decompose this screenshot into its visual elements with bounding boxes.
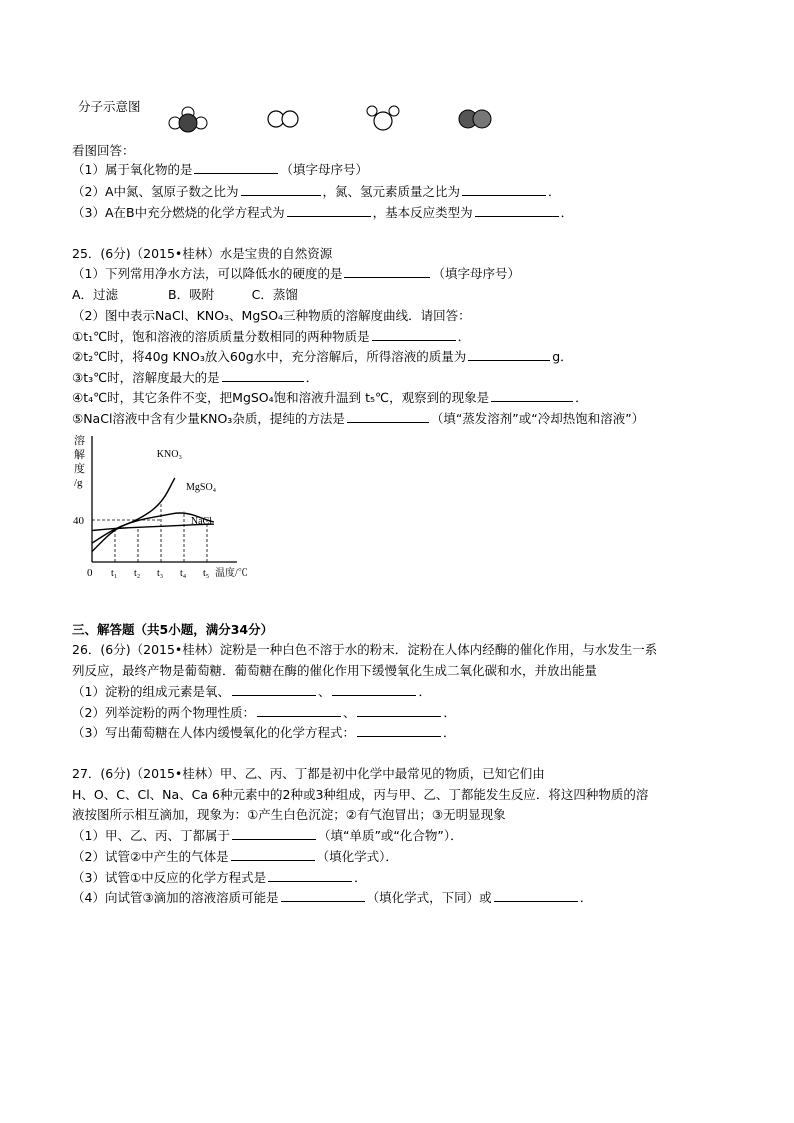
x-tick-label: t₂ xyxy=(134,568,141,579)
answer-blank[interactable] xyxy=(372,328,456,341)
molecule-b-icon xyxy=(266,108,302,130)
q24-l1b: （填字母序号） xyxy=(280,162,368,177)
q25-options: A．过滤 B．吸附 C．蒸馏 xyxy=(72,287,298,302)
q24-l3b: ，基本反应类型为 xyxy=(372,205,473,220)
molecule-d-icon xyxy=(456,108,496,130)
answer-blank[interactable] xyxy=(332,683,416,696)
answer-blank[interactable] xyxy=(491,389,573,402)
x-tick-label: t₄ xyxy=(180,568,187,579)
series-label: MgSO₄ xyxy=(186,482,217,493)
q25-s4a: ④t₄℃时，其它条件不变，把MgSO₄饱和溶液升温到 t₅℃，观察到的现象是 xyxy=(72,390,490,405)
q25-line2: （2）图中表示NaCl、KNO₃、MgSO₄三种物质的溶解度曲线．请回答： xyxy=(72,308,471,323)
q25-sub3 xyxy=(72,369,318,387)
answer-blank[interactable] xyxy=(347,410,429,423)
y-tick-label: 40 xyxy=(73,515,84,527)
q25-sub1 xyxy=(72,328,470,346)
q26-a2c: ． xyxy=(443,705,456,720)
q26-line1: 26．(6分)（2015•桂林）淀粉是一种白色不溶于水的粉末．淀粉在人体内经酶的催化作用，与水发生一系 xyxy=(72,642,658,657)
q24-l2b: ，氮、氢元素质量之比为 xyxy=(322,184,461,199)
answer-blank[interactable] xyxy=(344,265,430,278)
answer-blank[interactable] xyxy=(268,869,352,882)
q26-a1a: （1）淀粉的组成元素是氧、 xyxy=(72,684,230,699)
q24-line2 xyxy=(72,183,561,201)
q27-a2 xyxy=(72,848,398,866)
q27-a4a: （4）向试管③滴加的溶液溶质可能是 xyxy=(72,890,279,905)
q26-a3a: （3）写出葡萄糖在人体内缓慢氧化的化学方程式： xyxy=(72,725,355,740)
molecule-a-icon xyxy=(168,104,208,134)
q26-a3b: ． xyxy=(442,725,456,740)
q25-s5b: （填“蒸发溶剂”或“冷却热饱和溶液”） xyxy=(430,411,645,426)
y-axis-label-char: /g xyxy=(74,477,83,489)
q27-a1b: （填“单质”或“化合物”）． xyxy=(317,828,463,843)
answer-blank[interactable] xyxy=(462,183,546,196)
q25-sub2 xyxy=(72,348,573,366)
q24-l2a: （2）A中氮、氢原子数之比为 xyxy=(72,184,239,199)
answer-blank[interactable] xyxy=(241,183,321,196)
x-tick-label: t₁ xyxy=(111,568,118,579)
x-axis-label: 温度/℃ xyxy=(215,568,248,579)
q27-a4b: （填化学式，下同）或 xyxy=(366,890,492,905)
q27-a3 xyxy=(72,869,367,887)
q27-a3a: （3）试管①中反应的化学方程式是 xyxy=(72,870,267,885)
q26-a1b: 、 xyxy=(317,684,331,699)
q25-s1b: ． xyxy=(457,329,471,344)
answer-blank[interactable] xyxy=(222,369,304,382)
q27-line3: 液按图所示相互滴加，现象为：①产生白色沉淀；②有气泡冒出；③无明显现象 xyxy=(72,807,506,822)
q27-a1a: （1）甲、乙、丙、丁都属于 xyxy=(72,828,230,843)
q26-a1c: ． xyxy=(418,684,431,699)
answer-blank[interactable] xyxy=(468,348,550,361)
q25-s2a: ②t₂℃时，将40g KNO₃放入60g水中，充分溶解后，所得溶液的质量为 xyxy=(72,349,467,364)
q27-a2a: （2）试管②中产生的气体是 xyxy=(72,849,229,864)
q25-sub4 xyxy=(72,389,588,407)
q27-a2b: （填化学式）． xyxy=(316,849,398,864)
molecule-label: 分子示意图 xyxy=(78,99,141,114)
q25-line1 xyxy=(72,265,520,283)
q25-s2b: g． xyxy=(552,349,573,364)
q25-s3a: ③t₃℃时，溶解度最大的是 xyxy=(72,370,220,385)
answer-blank[interactable] xyxy=(232,827,316,840)
answer-blank[interactable] xyxy=(494,889,578,902)
q25-head: 25．(6分)（2015•桂林）水是宝贵的自然资源 xyxy=(72,246,333,261)
answer-blank[interactable] xyxy=(231,848,315,861)
x-tick-label: t₅ xyxy=(203,568,210,579)
section-3-heading: 三、解答题（共5小题，满分34分） xyxy=(72,622,274,637)
molecule-c-icon xyxy=(364,102,404,132)
y-axis-label-char: 解 xyxy=(74,449,85,461)
answer-blank[interactable] xyxy=(232,683,316,696)
answer-blank[interactable] xyxy=(287,204,371,217)
series-label: KNO₃ xyxy=(156,449,182,460)
q25-l1b: （填字母序号） xyxy=(432,266,520,281)
q26-a2b: 、 xyxy=(342,705,356,720)
q24-line1 xyxy=(72,161,368,179)
q27-line2: H、O、C、Cl、Na、Ca 6种元素中的2种或3种组成，丙与甲、乙、丁都能发生反应．将这四种物质的溶 xyxy=(72,787,649,802)
y-axis-label-char: 溶 xyxy=(74,435,85,447)
q24-line3 xyxy=(72,204,573,222)
answer-blank[interactable] xyxy=(281,889,365,902)
series-line-0 xyxy=(92,478,175,552)
series-label: NaCl xyxy=(190,516,213,527)
answer-blank[interactable] xyxy=(257,704,341,717)
q24-l3a: （3）A在B中充分燃烧的化学方程式为 xyxy=(72,205,285,220)
q26-a2 xyxy=(72,704,456,722)
q25-s5a: ⑤NaCl溶液中含有少量KNO₃杂质，提纯的方法是 xyxy=(72,411,345,426)
q25-s1a: ①t₁℃时，饱和溶液的溶质质量分数相同的两种物质是 xyxy=(72,329,370,344)
q24-intro: 看图回答： xyxy=(72,143,135,158)
q26-a3 xyxy=(72,724,455,742)
answer-blank[interactable] xyxy=(357,724,441,737)
q24-l2c: ． xyxy=(548,184,561,199)
q25-s4b: ． xyxy=(575,390,588,405)
q27-line1: 27．(6分)（2015•桂林）甲、乙、丙、丁都是初中化学中最常见的物质，已知它们由 xyxy=(72,766,545,781)
q27-a4 xyxy=(72,889,592,907)
q27-a1 xyxy=(72,827,463,845)
q26-a1 xyxy=(72,683,431,701)
q25-sub5 xyxy=(72,410,644,428)
q24-l3c: ． xyxy=(560,205,574,220)
answer-blank[interactable] xyxy=(475,204,559,217)
q26-a2a: （2）列举淀粉的两个物理性质： xyxy=(72,705,255,720)
answer-blank[interactable] xyxy=(357,704,441,717)
q27-a3b: ． xyxy=(354,870,367,885)
x-tick-label: t₃ xyxy=(157,568,164,579)
solubility-chart xyxy=(72,432,248,579)
q25-s3b: ． xyxy=(305,370,319,385)
q24-l1a: （1）属于氧化物的是 xyxy=(72,162,193,177)
origin-label: 0 xyxy=(87,567,93,579)
q26-line2: 列反应，最终产物是葡萄糖．葡萄糖在酶的催化作用下缓慢氧化生成二氧化碳和水，并放出能量 xyxy=(72,663,598,678)
answer-blank[interactable] xyxy=(194,161,278,174)
q27-a4c: ． xyxy=(579,890,593,905)
y-axis-label-char: 度 xyxy=(74,463,85,475)
q25-l1a: （1）下列常用净水方法，可以降低水的硬度的是 xyxy=(72,266,343,281)
